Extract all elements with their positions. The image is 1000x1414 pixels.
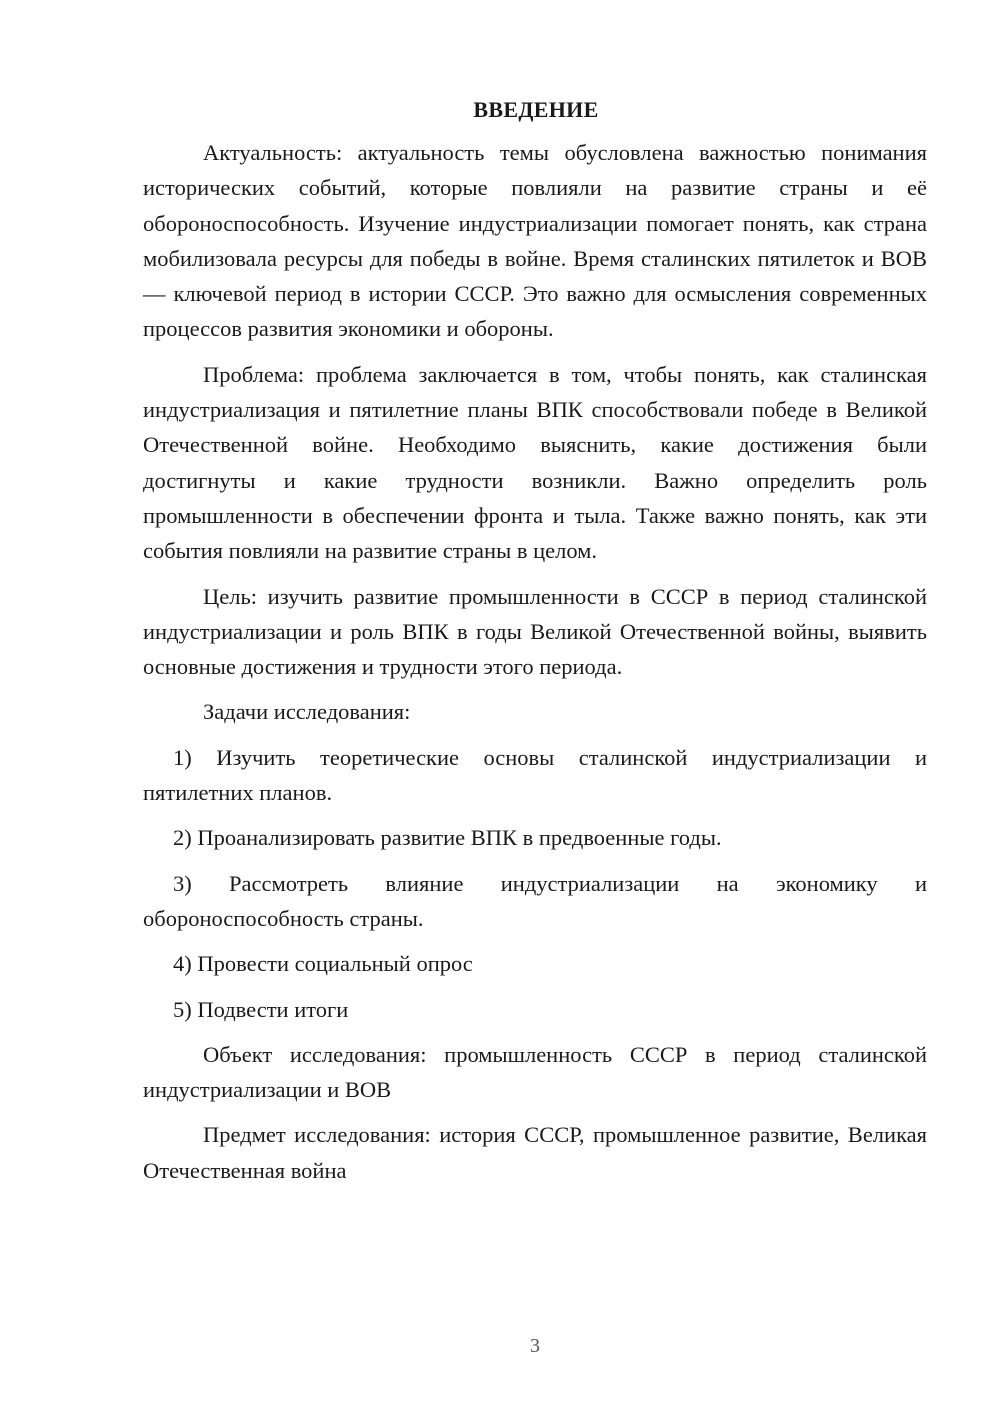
tasks-heading: Задачи исследования:: [203, 699, 411, 725]
goal-paragraph: Цель: изучить развитие промышленности в СССР в период сталинской индустриализации и роль ВПК в годы Великой Отечественной войны, выявить основные достижения и трудности этого периода.: [143, 583, 927, 680]
object-paragraph: Объект исследования: промышленность СССР в период сталинской индустриализации и ВОВ: [143, 1041, 927, 1103]
task-item-1: 1) Изучить теоретические основы сталинской индустриализации и пятилетних планов.: [143, 744, 927, 806]
subject-paragraph: Предмет исследования: история СССР, промышленное развитие, Великая Отечественная война: [143, 1122, 927, 1183]
task-item-5: 5) Подвести итоги: [173, 996, 349, 1022]
problem-paragraph: Проблема: проблема заключается в том, чтобы понять, как сталинская индустриализация и пятилетние планы ВПК способствовали победе в Великой Отечественной войне. Необходимо выяснить, какие достижения были достигнуты и какие трудности возникли. Важно определить роль промышленности в обеспечении фронта и тыла. Также важно понять, как эти события повлияли на развитие страны в целом.: [143, 361, 927, 564]
page-content: [143, 95, 927, 1188]
task-item-4: 4) Провести социальный опрос: [173, 951, 473, 977]
task-item-3: 3) Рассмотреть влияние индустриализации на экономику и обороноспособность страны.: [143, 870, 927, 931]
task-item-2: 2) Проанализировать развитие ВПК в предвоенные годы.: [173, 825, 722, 851]
section-heading: ВВЕДЕНИЕ: [473, 97, 599, 122]
page-number: 3: [530, 1335, 540, 1357]
relevance-paragraph: Актуальность: актуальность темы обусловлена важностью понимания исторических событий, которые повлияли на развитие страны и её обороноспособность. Изучение индустриализации помогает понять, как страна мобилизовала ресурсы для победы в войне. Время сталинских пятилеток и ВОВ — ключевой период в истории СССР. Это важно для осмысления современных процессов развития экономики и обороны.: [143, 140, 927, 342]
